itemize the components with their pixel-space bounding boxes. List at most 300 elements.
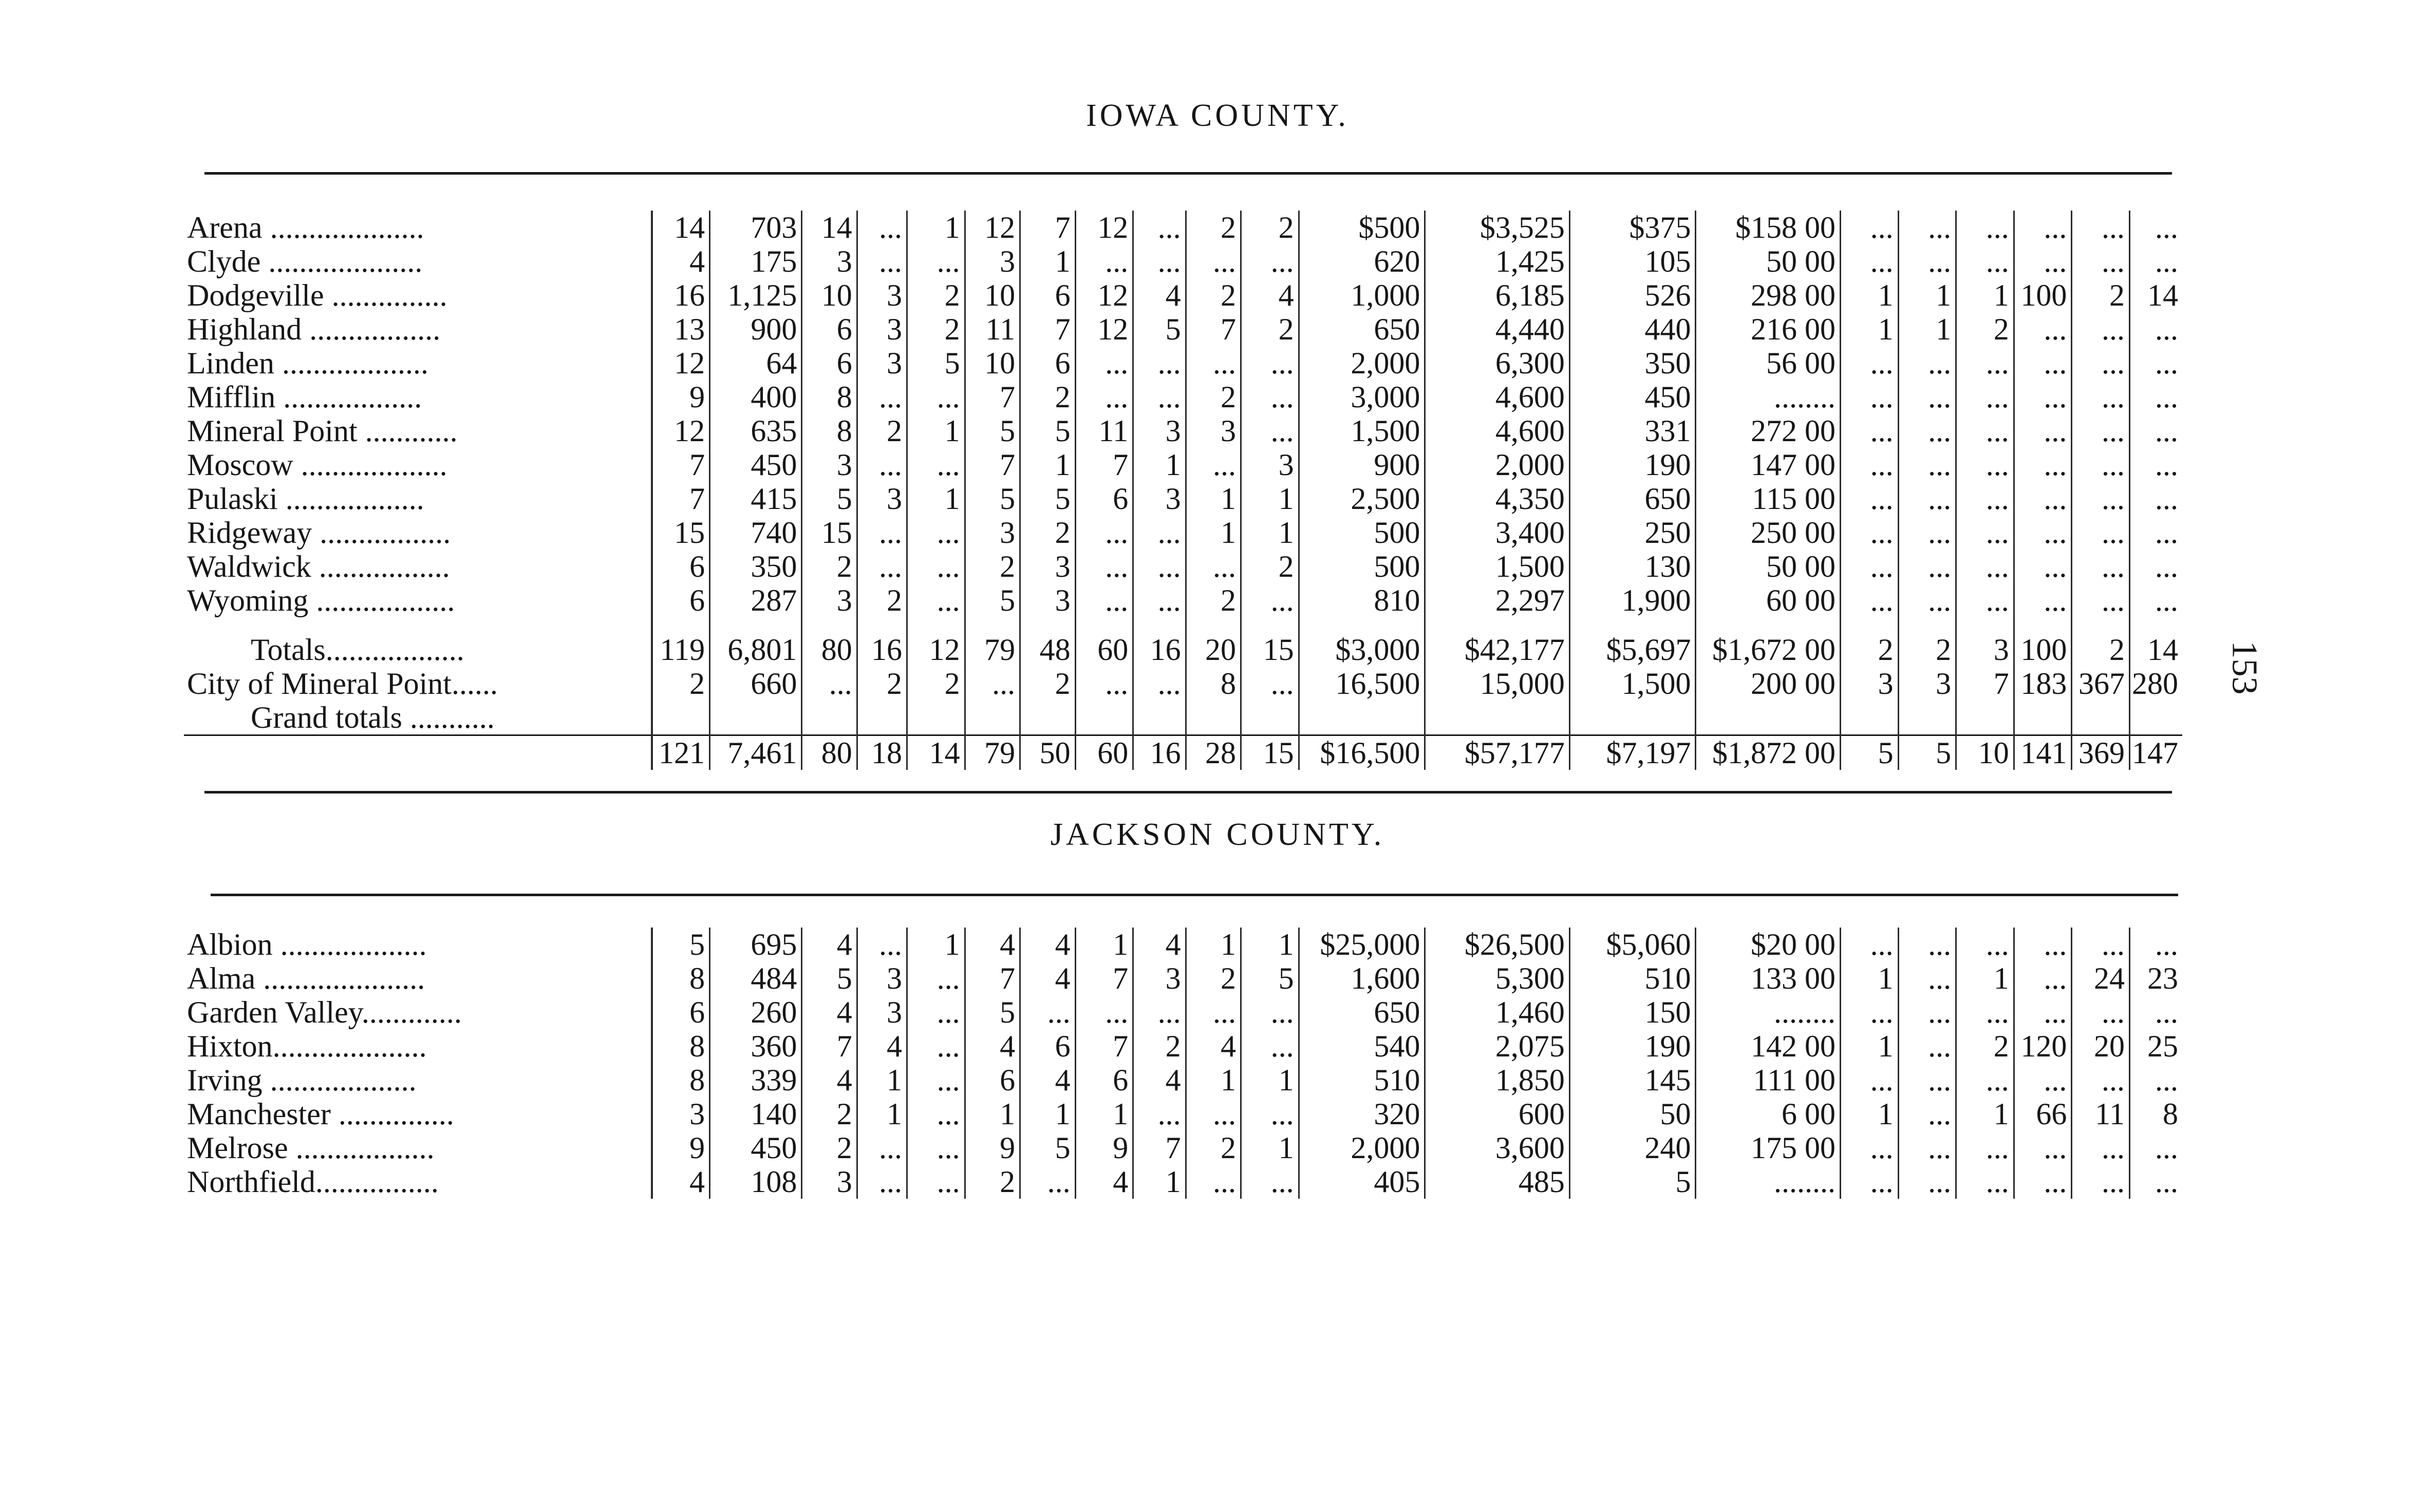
table-cell: 3 [1956, 633, 2014, 667]
table-cell: 1 [1840, 1029, 1898, 1063]
table-cell: 280 [2132, 667, 2178, 701]
table-cell: 20 [1186, 633, 1241, 667]
table-cell: ... [1840, 380, 1898, 414]
table-cell: 2 [1186, 583, 1241, 617]
table-cell: 5 [965, 414, 1020, 448]
table-cell: 10 [965, 346, 1020, 380]
row-label: Northfield................ [184, 1165, 652, 1199]
table-cell: ... [1956, 583, 2014, 617]
table-cell: 1 [907, 928, 965, 961]
table-cell: 440 [1569, 312, 1696, 346]
table-cell [907, 701, 965, 735]
spacer-cell [1241, 617, 1299, 633]
table-cell: ... [1241, 380, 1299, 414]
table-cell: 650 [1569, 482, 1696, 516]
table-cell: ... [2155, 1131, 2178, 1165]
table-cell: 450 [1569, 380, 1696, 414]
table-cell: ... [1898, 1165, 1956, 1199]
table-cell: 15 [1241, 735, 1299, 770]
table-cell: 240 [1569, 1131, 1696, 1165]
table-cell: 8 [1186, 667, 1241, 701]
table-cell [652, 701, 710, 735]
table-row [184, 1165, 2182, 1199]
spacer-cell [1133, 617, 1186, 633]
table-cell: ... [2072, 1131, 2130, 1165]
table-cell: ... [1241, 244, 1299, 278]
spacer-cell [2014, 617, 2072, 633]
table-cell: 660 [710, 667, 802, 701]
table-cell: 25 [2147, 1029, 2178, 1063]
table-cell: 8 [652, 1063, 710, 1097]
table-cell: ... [2155, 482, 2178, 516]
table-cell: ... [2155, 346, 2178, 380]
table-cell: ... [1075, 550, 1133, 583]
table-cell: 133 00 [1696, 961, 1841, 995]
table-cell: ... [1186, 550, 1241, 583]
table-cell: $25,000 [1299, 928, 1425, 961]
table-cell: $3,000 [1299, 633, 1425, 667]
iowa-bottom-rule [204, 791, 2172, 793]
table-cell: 14 [802, 211, 857, 244]
table-cell: ... [1898, 516, 1956, 550]
table-cell: ... [1133, 583, 1186, 617]
table-cell: 4,600 [1425, 414, 1570, 448]
table-cell: 12 [652, 346, 710, 380]
table-cell: ... [1241, 583, 1299, 617]
table-cell: 8 [652, 1029, 710, 1063]
table-cell: 1 [1840, 312, 1898, 346]
table-row [184, 1029, 2182, 1063]
table-cell: ... [907, 550, 965, 583]
table-cell: 16 [1133, 735, 1186, 770]
table-cell: ... [1840, 346, 1898, 380]
table-cell: 3 [857, 995, 907, 1029]
table-cell: $375 [1569, 211, 1696, 244]
table-cell: 175 [710, 244, 802, 278]
table-cell: 500 [1299, 550, 1425, 583]
table-cell: 320 [1299, 1097, 1425, 1131]
table-cell: 7 [1956, 667, 2014, 701]
table-cell: ... [857, 928, 907, 961]
table-cell: ... [2014, 346, 2072, 380]
table-cell: ... [1840, 995, 1898, 1029]
table-cell: ... [2155, 244, 2178, 278]
table-cell: 7 [652, 448, 710, 482]
table-row [184, 1097, 2182, 1131]
table-cell: ... [1241, 667, 1299, 701]
table-cell: ... [1186, 244, 1241, 278]
table-cell: 2 [652, 667, 710, 701]
table-cell: 5 [1020, 1131, 1075, 1165]
table-cell: ... [1840, 583, 1898, 617]
table-cell: 190 [1569, 1029, 1696, 1063]
table-row [184, 244, 2182, 278]
table-cell: 2 [1020, 667, 1075, 701]
table-cell: 15 [652, 516, 710, 550]
table-cell: ... [1898, 211, 1956, 244]
table-cell: 400 [710, 380, 802, 414]
table-cell: ... [1840, 1063, 1898, 1097]
table-cell: 2 [1186, 961, 1241, 995]
table-cell: 3 [1186, 414, 1241, 448]
table-cell [1696, 701, 1841, 735]
table-cell: 1 [857, 1097, 907, 1131]
table-cell: 15,000 [1425, 667, 1570, 701]
table-cell: 1 [907, 482, 965, 516]
spacer-cell [2129, 617, 2182, 633]
table-cell: 6 00 [1696, 1097, 1841, 1131]
table-cell: 1,125 [710, 278, 802, 312]
table-row [184, 482, 2182, 516]
table-cell: 130 [1569, 550, 1696, 583]
table-cell: 56 00 [1696, 346, 1841, 380]
table-cell: 3,000 [1299, 380, 1425, 414]
table-cell: ... [1020, 1165, 1075, 1199]
table-cell: ... [907, 244, 965, 278]
table-cell: ... [2155, 414, 2178, 448]
table-cell: ... [2155, 448, 2178, 482]
table-cell: 331 [1569, 414, 1696, 448]
table-cell: 11 [2072, 1097, 2130, 1131]
spacer-cell [710, 617, 802, 633]
table-cell: 5 [1569, 1165, 1696, 1199]
table-cell: 4 [1133, 278, 1186, 312]
table-cell: 1,850 [1425, 1063, 1570, 1097]
table-cell: 60 [1075, 633, 1133, 667]
table-cell: ... [2072, 482, 2130, 516]
table-cell: $1,672 00 [1696, 633, 1841, 667]
table-cell [2129, 701, 2182, 735]
table-cell: 15 [1241, 633, 1299, 667]
table-cell: 1 [1241, 1131, 1299, 1165]
table-cell: ... [1186, 1097, 1241, 1131]
table-cell: ... [1840, 550, 1898, 583]
table-cell: 12 [965, 211, 1020, 244]
table-cell: 7 [1075, 1029, 1133, 1063]
table-cell: ... [857, 211, 907, 244]
table-cell: 4 [965, 928, 1020, 961]
table-cell: 1 [1020, 1097, 1075, 1131]
table-cell: ... [1133, 667, 1186, 701]
table-cell: 12 [1075, 211, 1133, 244]
row-label: Pulaski .................. [184, 482, 652, 516]
table-cell: 10 [965, 278, 1020, 312]
table-cell: 145 [1569, 1063, 1696, 1097]
table-cell: 15 [802, 516, 857, 550]
table-cell: 7 [1020, 211, 1075, 244]
table-cell: 16 [857, 633, 907, 667]
table-cell: 1 [965, 1097, 1020, 1131]
table-cell: ... [1840, 482, 1898, 516]
table-cell: ... [1186, 995, 1241, 1029]
table-cell: 5 [965, 482, 1020, 516]
table-cell: 8 [2163, 1097, 2178, 1131]
table-cell: 12 [652, 414, 710, 448]
table-cell [1569, 701, 1696, 735]
table-cell: 1 [1840, 961, 1898, 995]
table-cell: ... [907, 516, 965, 550]
table-cell: 2,000 [1425, 448, 1570, 482]
table-cell: 6,300 [1425, 346, 1570, 380]
iowa-top-rule [204, 172, 2172, 175]
table-cell: 7 [802, 1029, 857, 1063]
table-cell: ... [1133, 550, 1186, 583]
table-cell: ... [1898, 1131, 1956, 1165]
page-number: 153 [2224, 640, 2264, 695]
table-row [184, 667, 2182, 701]
table-cell: ... [1840, 928, 1898, 961]
table-cell: 5 [1898, 735, 1956, 770]
table-cell: 3 [1020, 583, 1075, 617]
table-cell: 1,500 [1299, 414, 1425, 448]
table-cell: 1 [1020, 448, 1075, 482]
spacer-row [184, 617, 2182, 633]
table-cell: 14 [2147, 633, 2178, 667]
table-cell: 66 [2014, 1097, 2072, 1131]
table-cell [1840, 701, 1898, 735]
row-label: Irving ................... [184, 1063, 652, 1097]
table-cell: 183 [2014, 667, 2072, 701]
table-cell: 3 [857, 346, 907, 380]
table-cell: 1 [907, 211, 965, 244]
table-cell: ... [2072, 1165, 2130, 1199]
table-cell: 142 00 [1696, 1029, 1841, 1063]
table-cell: 2 [1020, 516, 1075, 550]
table-cell: ... [2014, 928, 2072, 961]
table-cell: 4 [1241, 278, 1299, 312]
table-cell [710, 701, 802, 735]
table-cell: ... [2155, 516, 2178, 550]
table-cell: 415 [710, 482, 802, 516]
row-label: Wyoming .................. [184, 583, 652, 617]
table-cell: ... [1956, 414, 2014, 448]
table-cell: ... [1075, 667, 1133, 701]
table-cell: ... [2155, 312, 2178, 346]
table-cell: ... [2014, 1063, 2072, 1097]
table-cell: 405 [1299, 1165, 1425, 1199]
table-cell: 450 [710, 1131, 802, 1165]
table-cell [857, 701, 907, 735]
row-label: Alma ..................... [184, 961, 652, 995]
table-cell: 16 [652, 278, 710, 312]
table-cell: ........ [1696, 1165, 1841, 1199]
jackson-top-rule [211, 894, 2178, 896]
table-cell: ... [1898, 995, 1956, 1029]
jackson-county-title: JACKSON COUNTY. [1050, 817, 1385, 852]
table-cell: ... [1898, 346, 1956, 380]
table-cell: 60 00 [1696, 583, 1841, 617]
spacer-cell [907, 617, 965, 633]
table-cell: ... [1133, 211, 1186, 244]
spacer-cell [1696, 617, 1841, 633]
table-cell: ... [2155, 211, 2178, 244]
spacer-cell [1020, 617, 1075, 633]
table-cell: 1,600 [1299, 961, 1425, 995]
table-cell: 111 00 [1696, 1063, 1841, 1097]
table-cell: 48 [1020, 633, 1075, 667]
table-row [184, 414, 2182, 448]
table-cell: 10 [1956, 735, 2014, 770]
table-cell: 10 [802, 278, 857, 312]
table-cell: 50 [1569, 1097, 1696, 1131]
table-cell: 526 [1569, 278, 1696, 312]
table-cell: 14 [907, 735, 965, 770]
table-cell: 510 [1569, 961, 1696, 995]
table-row [184, 448, 2182, 482]
table-cell: 1 [1956, 961, 2014, 995]
table-cell: 7 [1133, 1131, 1186, 1165]
table-cell: $20 00 [1696, 928, 1841, 961]
table-cell: ... [2014, 448, 2072, 482]
table-cell: 1 [1186, 482, 1241, 516]
table-cell: ... [1840, 211, 1898, 244]
table-cell: 7,461 [710, 735, 802, 770]
table-cell: 367 [2072, 667, 2130, 701]
table-row [184, 278, 2182, 312]
table-cell: 1,000 [1299, 278, 1425, 312]
table-cell: ... [907, 1165, 965, 1199]
table-cell: 3 [857, 278, 907, 312]
table-cell: 6 [802, 346, 857, 380]
table-cell: ... [2155, 1165, 2178, 1199]
table-cell: 2 [802, 550, 857, 583]
table-cell: ... [1241, 995, 1299, 1029]
iowa-county-title: IOWA COUNTY. [1086, 98, 1349, 133]
table-cell: 6 [1020, 1029, 1075, 1063]
table-cell: 11 [1075, 414, 1133, 448]
table-row [184, 380, 2182, 414]
table-cell: ... [2014, 414, 2072, 448]
table-cell: ... [2072, 1063, 2130, 1097]
table-cell: ... [1075, 516, 1133, 550]
row-label: Clyde .................... [184, 244, 652, 278]
table-cell: 2,000 [1299, 346, 1425, 380]
table-cell: 4 [1020, 961, 1075, 995]
table-cell: 1,500 [1425, 550, 1570, 583]
table-cell: ... [907, 1063, 965, 1097]
table-cell: 13 [652, 312, 710, 346]
row-label: Totals.................. [184, 633, 652, 667]
table-cell: 200 00 [1696, 667, 1841, 701]
table-cell: ... [2072, 928, 2130, 961]
table-cell: $57,177 [1425, 735, 1570, 770]
table-cell: 2 [1133, 1029, 1186, 1063]
table-cell: 9 [652, 380, 710, 414]
table-cell: 28 [1186, 735, 1241, 770]
table-cell: 50 00 [1696, 550, 1841, 583]
table-cell: ... [2155, 1063, 2178, 1097]
table-cell: 4 [652, 244, 710, 278]
table-cell [1186, 701, 1241, 735]
spacer-cell [1299, 617, 1425, 633]
spacer-cell [184, 617, 652, 633]
table-cell: 3 [1133, 482, 1186, 516]
table-cell: ... [1956, 380, 2014, 414]
table-row [184, 735, 2182, 770]
table-cell: 485 [1425, 1165, 1570, 1199]
table-cell: 1 [1133, 448, 1186, 482]
table-cell: 287 [710, 583, 802, 617]
table-cell: 1,425 [1425, 244, 1570, 278]
row-label: Ridgeway ................. [184, 516, 652, 550]
jackson-table-body [184, 928, 2182, 1199]
table-cell: ... [2072, 346, 2130, 380]
iowa-statistics-table [184, 211, 2182, 770]
table-row [184, 1131, 2182, 1165]
table-cell: 1,900 [1569, 583, 1696, 617]
table-cell: ... [1898, 482, 1956, 516]
table-cell: 11 [965, 312, 1020, 346]
table-cell: 5 [652, 928, 710, 961]
table-cell: 2 [907, 278, 965, 312]
table-cell: 14 [652, 211, 710, 244]
row-label: Garden Valley............. [184, 995, 652, 1029]
table-cell: ... [2072, 516, 2130, 550]
table-cell: 500 [1299, 516, 1425, 550]
table-cell: 1 [1840, 1097, 1898, 1131]
spacer-cell [1840, 617, 1898, 633]
table-cell: 1 [1241, 482, 1299, 516]
table-cell: 272 00 [1696, 414, 1841, 448]
table-cell: ... [1898, 414, 1956, 448]
table-cell: 3 [857, 482, 907, 516]
table-cell: 100 [2014, 633, 2072, 667]
table-cell: 9 [1075, 1131, 1133, 1165]
table-cell: ... [1133, 380, 1186, 414]
table-cell: 250 [1569, 516, 1696, 550]
table-cell: 2 [1956, 1029, 2014, 1063]
table-cell: 216 00 [1696, 312, 1841, 346]
table-cell: ... [1898, 961, 1956, 995]
table-cell: $158 00 [1696, 211, 1841, 244]
table-cell: 20 [2072, 1029, 2130, 1063]
iowa-table [184, 211, 2182, 770]
table-cell: 360 [710, 1029, 802, 1063]
table-cell: 298 00 [1696, 278, 1841, 312]
table-cell: 6 [652, 583, 710, 617]
table-cell: 1 [1133, 1165, 1186, 1199]
table-cell: ... [1898, 1029, 1956, 1063]
table-cell: 8 [802, 414, 857, 448]
table-cell: 1,500 [1569, 667, 1696, 701]
table-cell: 7 [965, 961, 1020, 995]
table-cell: ... [2155, 380, 2178, 414]
jackson-statistics-table [184, 928, 2182, 1199]
table-cell: 3 [1898, 667, 1956, 701]
table-cell [1241, 701, 1299, 735]
table-cell: 1,460 [1425, 995, 1570, 1029]
table-cell: 3 [652, 1097, 710, 1131]
table-cell: 3 [802, 583, 857, 617]
table-cell: ... [1241, 1029, 1299, 1063]
spacer-cell [857, 617, 907, 633]
table-cell: 7 [1186, 312, 1241, 346]
table-cell: ... [1186, 448, 1241, 482]
row-label: Linden ................... [184, 346, 652, 380]
table-cell: 2 [1241, 211, 1299, 244]
table-cell: ... [2014, 482, 2072, 516]
table-cell: ... [1075, 583, 1133, 617]
spacer-cell [1425, 617, 1570, 633]
table-cell: 5 [1241, 961, 1299, 995]
table-cell: ... [1241, 1097, 1299, 1131]
table-cell: ... [2014, 1131, 2072, 1165]
table-cell: 79 [965, 735, 1020, 770]
table-cell: 6,801 [710, 633, 802, 667]
grand-totals-label: Grand totals ........... [184, 701, 652, 735]
table-cell: 7 [965, 380, 1020, 414]
table-cell: 3 [965, 244, 1020, 278]
